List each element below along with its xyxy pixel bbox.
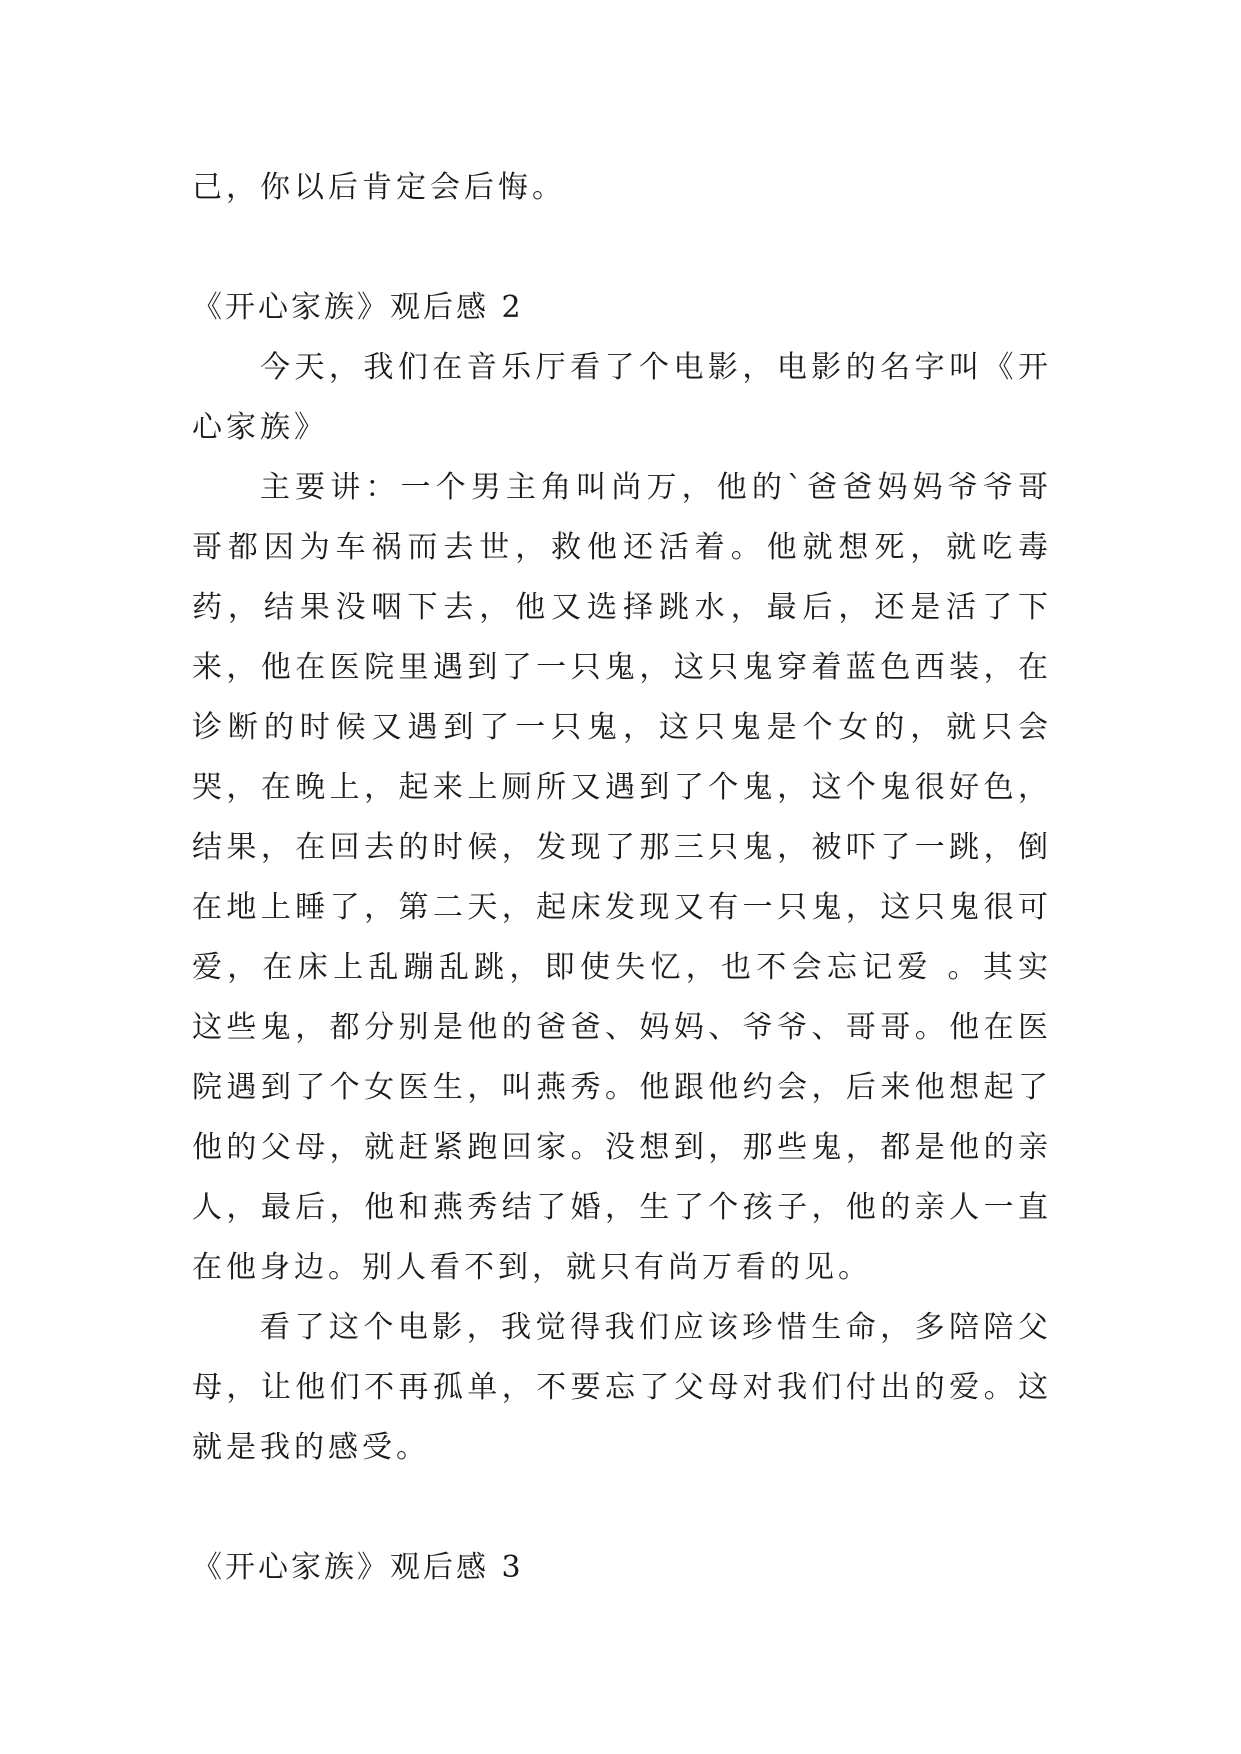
- paragraph-intro: 今天，我们在音乐厅看了个电影，电影的名字叫《开心家族》: [192, 350, 1052, 445]
- document-body: [192, 158, 1052, 1598]
- section-heading-3: 《开心家族》观后感 3: [192, 1550, 524, 1585]
- section-heading-2: 《开心家族》观后感 2: [192, 290, 524, 325]
- section-spacer: [192, 1478, 1052, 1538]
- previous-section-tail: 己，你以后肯定会后悔。: [192, 170, 566, 205]
- paragraph-reflection: 看了这个电影，我觉得我们应该珍惜生命，多陪陪父母，让他们不再孤单，不要忘了父母对我们付出的爱。这就是我的感受。: [192, 1310, 1052, 1465]
- section-spacer: [192, 218, 1052, 278]
- paragraph-plot: 主要讲：一个男主角叫尚万，他的`爸爸妈妈爷爷哥哥都因为车祸而去世，救他还活着。他就想死，就吃毒药，结果没咽下去，他又选择跳水，最后，还是活了下来，他在医院里遇到了一只鬼，这只鬼穿着蓝色西装，在诊断的时候又遇到了一只鬼，这只鬼是个女的，就只会哭，在晚上，起来上厕所又遇到了个鬼，这个鬼很好色，结果，在回去的时候，发现了那三只鬼，被吓了一跳，倒在地上睡了，第二天，起床发现又有一只鬼，这只鬼很可爱，在床上乱蹦乱跳，即使失忆，也不会忘记爱 。其实这些鬼，都分别是他的爸爸、妈妈、爷爷、哥哥。他在医院遇到了个女医生，叫燕秀。他跟他约会，后来他想起了他的父母，就赶紧跑回家。没想到，那些鬼，都是他的亲人，最后，他和燕秀结了婚，生了个孩子，他的亲人一直在他身边。别人看不到，就只有尚万看的见。: [192, 470, 1052, 1285]
